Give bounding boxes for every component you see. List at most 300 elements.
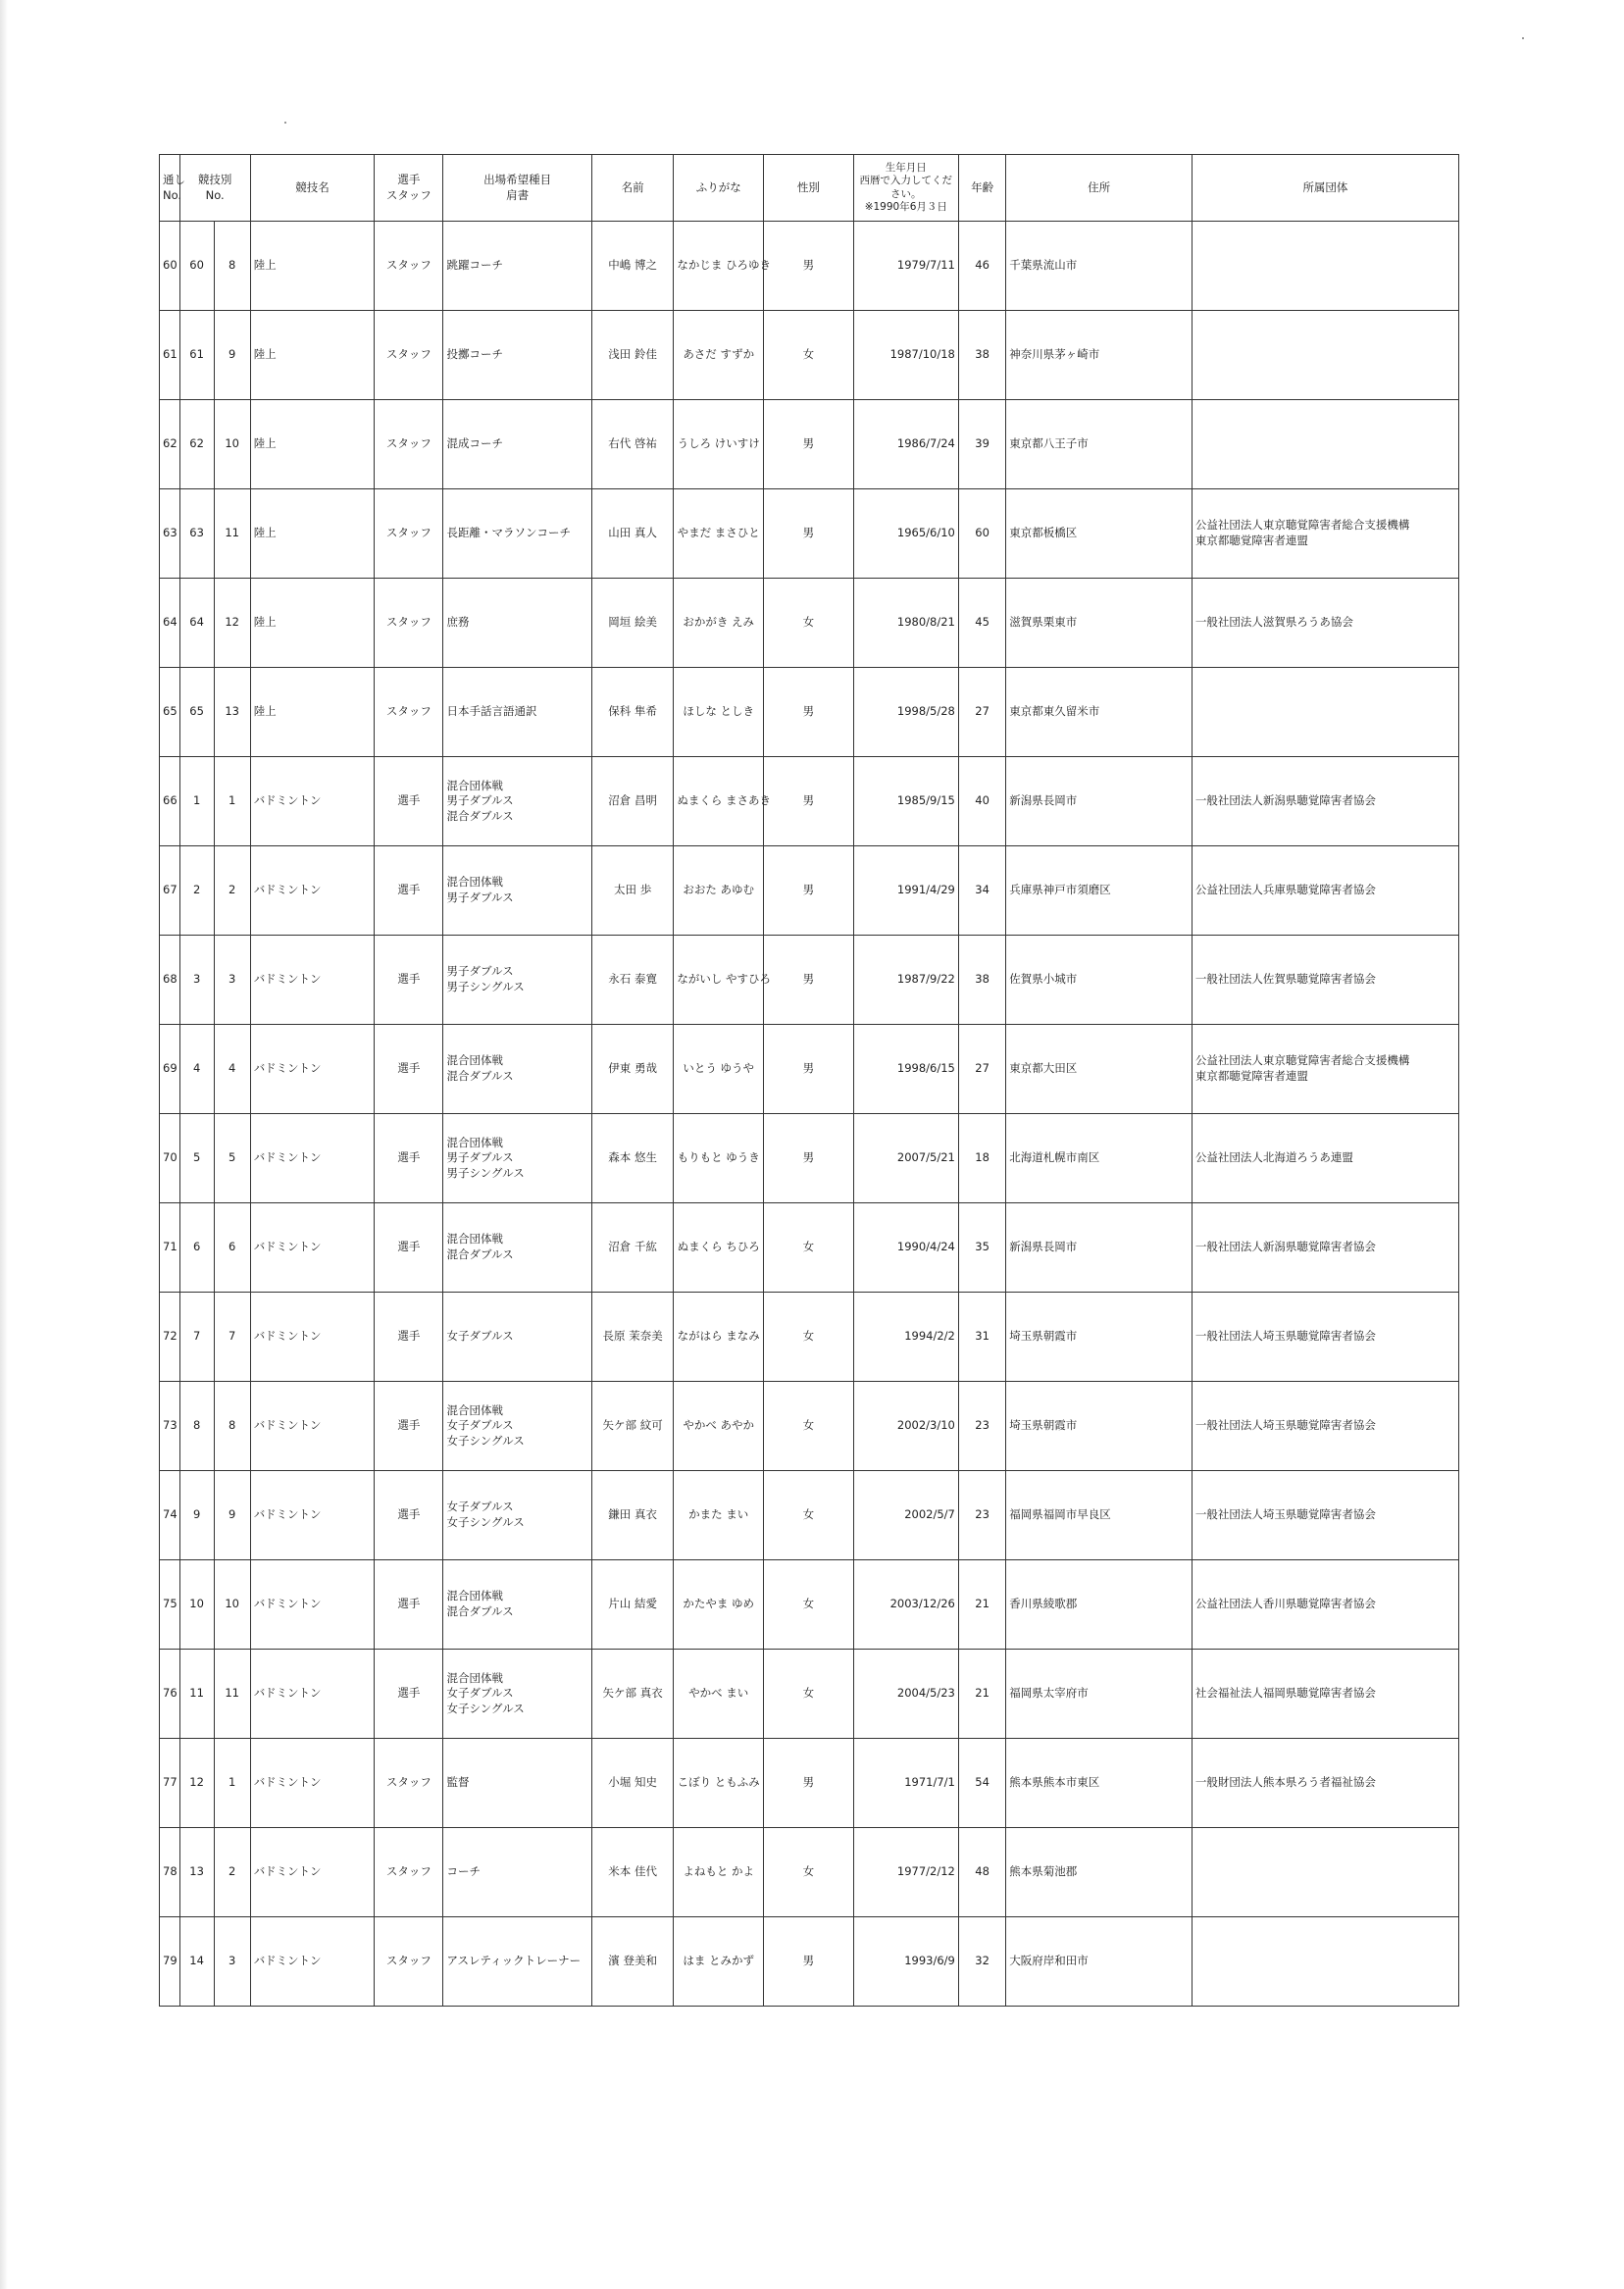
cell-event <box>443 1650 591 1739</box>
cell-event <box>443 668 591 757</box>
cell-name: 伊東 勇哉 <box>591 1025 673 1114</box>
cell-birth: 2007/5/21 <box>853 1114 958 1203</box>
cell-role: 選手 <box>375 1203 443 1293</box>
scan-speck <box>1522 37 1524 39</box>
cell-org <box>1192 1382 1458 1471</box>
cell-no: 71 <box>160 1203 180 1293</box>
cell-event <box>443 311 591 400</box>
cell-sport-sub-no: 11 <box>214 489 250 579</box>
cell-kana: やまだ まさひと <box>674 489 764 579</box>
cell-sport-no: 12 <box>179 1739 214 1828</box>
cell-kana: やかべ まい <box>674 1650 764 1739</box>
cell-age: 35 <box>958 1203 1005 1293</box>
cell-sport-sub-no: 10 <box>214 400 250 489</box>
cell-org-line: 一般社団法人滋賀県ろうあ協会 <box>1194 615 1353 630</box>
cell-sport: バドミントン <box>250 1828 375 1917</box>
cell-role: 選手 <box>375 1471 443 1560</box>
cell-event-line: 混合団体戦 <box>446 1232 503 1246</box>
cell-address: 千葉県流山市 <box>1006 222 1193 311</box>
cell-age: 38 <box>958 311 1005 400</box>
cell-sport: バドミントン <box>250 936 375 1025</box>
cell-no: 66 <box>160 757 180 846</box>
cell-address: 香川県綾歌郡 <box>1006 1560 1193 1650</box>
cell-sport-no: 61 <box>179 311 214 400</box>
cell-event <box>443 1114 591 1203</box>
cell-sex: 女 <box>764 311 854 400</box>
cell-sport: バドミントン <box>250 1650 375 1739</box>
cell-event-line: 女子ダブルス <box>446 1500 514 1514</box>
cell-role: 選手 <box>375 1114 443 1203</box>
cell-birth: 1965/6/10 <box>853 489 958 579</box>
cell-sport-no: 14 <box>179 1917 214 2007</box>
cell-org-line: 一般財団法人熊本県ろう者福祉協会 <box>1194 1775 1376 1790</box>
cell-birth: 1977/2/12 <box>853 1828 958 1917</box>
cell-address: 新潟県長岡市 <box>1006 1203 1193 1293</box>
cell-role: 選手 <box>375 1382 443 1471</box>
cell-event-line: 女子シングルス <box>446 1433 525 1448</box>
cell-event <box>443 757 591 846</box>
cell-event-line: 混合団体戦 <box>446 875 503 890</box>
cell-age: 40 <box>958 757 1005 846</box>
cell-sex: 男 <box>764 489 854 579</box>
cell-address: 東京都板橋区 <box>1006 489 1193 579</box>
cell-name: 鎌田 真衣 <box>591 1471 673 1560</box>
cell-kana: おおた あゆむ <box>674 846 764 936</box>
cell-org-line: 一般社団法人新潟県聴覚障害者協会 <box>1194 1240 1376 1254</box>
cell-role: スタッフ <box>375 311 443 400</box>
cell-role: 選手 <box>375 1650 443 1739</box>
cell-sport: バドミントン <box>250 757 375 846</box>
cell-sport-no: 62 <box>179 400 214 489</box>
cell-birth: 1991/4/29 <box>853 846 958 936</box>
cell-birth: 1987/9/22 <box>853 936 958 1025</box>
cell-age: 23 <box>958 1471 1005 1560</box>
cell-kana: いとう ゆうや <box>674 1025 764 1114</box>
cell-org <box>1192 400 1458 489</box>
cell-no: 69 <box>160 1025 180 1114</box>
cell-event-line: 混合団体戦 <box>446 1135 503 1149</box>
cell-event-line: 日本手話言語通訳 <box>446 704 537 719</box>
cell-event-line: 跳躍コーチ <box>446 258 503 273</box>
cell-kana: うしろ けいすけ <box>674 400 764 489</box>
cell-role: スタッフ <box>375 1739 443 1828</box>
cell-name: 米本 佳代 <box>591 1828 673 1917</box>
cell-address: 大阪府岸和田市 <box>1006 1917 1193 2007</box>
cell-name: 中嶋 博之 <box>591 222 673 311</box>
table-row <box>160 222 1459 311</box>
cell-event-line: 男子ダブルス <box>446 793 514 808</box>
cell-sport: 陸上 <box>250 311 375 400</box>
cell-org <box>1192 1917 1458 2007</box>
cell-sport-sub-no: 13 <box>214 668 250 757</box>
cell-event <box>443 1025 591 1114</box>
cell-event <box>443 1293 591 1382</box>
cell-no: 65 <box>160 668 180 757</box>
header-sex: 性別 <box>764 155 854 222</box>
table-row <box>160 1203 1459 1293</box>
cell-event <box>443 1917 591 2007</box>
cell-name: 森本 悠生 <box>591 1114 673 1203</box>
cell-sport: バドミントン <box>250 1293 375 1382</box>
cell-address: 滋賀県栗東市 <box>1006 579 1193 668</box>
cell-birth: 1998/6/15 <box>853 1025 958 1114</box>
cell-event <box>443 1828 591 1917</box>
cell-event-line: 男子シングルス <box>446 1165 525 1180</box>
cell-event <box>443 1739 591 1828</box>
cell-org-line: 一般社団法人埼玉県聴覚障害者協会 <box>1194 1418 1376 1433</box>
cell-kana: はま とみかず <box>674 1917 764 2007</box>
cell-birth: 1994/2/2 <box>853 1293 958 1382</box>
table-row <box>160 1025 1459 1114</box>
cell-age: 39 <box>958 400 1005 489</box>
cell-age: 18 <box>958 1114 1005 1203</box>
header-org: 所属団体 <box>1192 155 1458 222</box>
cell-sport: バドミントン <box>250 1739 375 1828</box>
table-row <box>160 579 1459 668</box>
cell-sport: 陸上 <box>250 489 375 579</box>
cell-org <box>1192 757 1458 846</box>
header-kana: ふりがな <box>674 155 764 222</box>
cell-kana: かたやま ゆめ <box>674 1560 764 1650</box>
cell-event-line: 女子ダブルス <box>446 1418 514 1433</box>
cell-role: スタッフ <box>375 222 443 311</box>
cell-sport: 陸上 <box>250 668 375 757</box>
cell-event <box>443 1560 591 1650</box>
table-row <box>160 1293 1459 1382</box>
cell-age: 21 <box>958 1650 1005 1739</box>
table-row <box>160 846 1459 936</box>
cell-event <box>443 1471 591 1560</box>
cell-sex: 男 <box>764 222 854 311</box>
cell-address: 熊本県熊本市東区 <box>1006 1739 1193 1828</box>
cell-kana: かまた まい <box>674 1471 764 1560</box>
cell-name: 永石 泰寛 <box>591 936 673 1025</box>
cell-birth: 2002/5/7 <box>853 1471 958 1560</box>
cell-age: 27 <box>958 1025 1005 1114</box>
cell-sport-sub-no: 5 <box>214 1114 250 1203</box>
cell-sport: バドミントン <box>250 1560 375 1650</box>
table-row <box>160 1471 1459 1560</box>
cell-address: 東京都大田区 <box>1006 1025 1193 1114</box>
cell-name: 山田 真人 <box>591 489 673 579</box>
cell-role: スタッフ <box>375 400 443 489</box>
cell-age: 27 <box>958 668 1005 757</box>
cell-kana: ぬまくら ちひろ <box>674 1203 764 1293</box>
table-header <box>160 155 1459 222</box>
cell-sport-sub-no: 10 <box>214 1560 250 1650</box>
header-birth: 生年月日 西暦で入力してくだ さい。 ※1990年6月３日 <box>853 155 958 222</box>
cell-name: 長原 茉奈美 <box>591 1293 673 1382</box>
table-row <box>160 489 1459 579</box>
cell-kana: ながいし やすひろ <box>674 936 764 1025</box>
cell-age: 21 <box>958 1560 1005 1650</box>
cell-kana: もりもと ゆうき <box>674 1114 764 1203</box>
header-event: 出場希望種目 肩書 <box>443 155 591 222</box>
cell-event-line: 男子シングルス <box>446 980 525 993</box>
cell-name: 浅田 鈴佳 <box>591 311 673 400</box>
cell-org <box>1192 936 1458 1025</box>
cell-sport-no: 5 <box>179 1114 214 1203</box>
cell-birth: 1980/8/21 <box>853 579 958 668</box>
cell-kana: ぬまくら まさあき <box>674 757 764 846</box>
cell-birth: 2002/3/10 <box>853 1382 958 1471</box>
cell-event-line: 男子ダブルス <box>446 890 514 904</box>
cell-role: スタッフ <box>375 1828 443 1917</box>
cell-no: 63 <box>160 489 180 579</box>
header-address: 住所 <box>1006 155 1193 222</box>
cell-org <box>1192 222 1458 311</box>
scan-speck <box>284 122 286 124</box>
cell-event-line: 監督 <box>446 1775 470 1790</box>
cell-address: 熊本県菊池郡 <box>1006 1828 1193 1917</box>
cell-sport-sub-no: 9 <box>214 1471 250 1560</box>
cell-org-line: 東京都聴覚障害者連盟 <box>1194 534 1308 547</box>
cell-name: 矢ケ部 真衣 <box>591 1650 673 1739</box>
header-sport: 競技名 <box>250 155 375 222</box>
cell-role: 選手 <box>375 1560 443 1650</box>
cell-event <box>443 846 591 936</box>
cell-name: 右代 啓祐 <box>591 400 673 489</box>
cell-address: 福岡県太宰府市 <box>1006 1650 1193 1739</box>
cell-org <box>1192 1203 1458 1293</box>
cell-sport: バドミントン <box>250 1203 375 1293</box>
cell-age: 31 <box>958 1293 1005 1382</box>
cell-event-line: 混合ダブルス <box>446 1069 514 1083</box>
cell-age: 45 <box>958 579 1005 668</box>
cell-sport-no: 63 <box>179 489 214 579</box>
cell-sport: バドミントン <box>250 846 375 936</box>
cell-address: 埼玉県朝霞市 <box>1006 1382 1193 1471</box>
scan-edge-shadow <box>0 0 8 2289</box>
cell-birth: 1987/10/18 <box>853 311 958 400</box>
cell-sport-no: 64 <box>179 579 214 668</box>
cell-event <box>443 489 591 579</box>
cell-sex: 男 <box>764 936 854 1025</box>
cell-sport-sub-no: 11 <box>214 1650 250 1739</box>
cell-sex: 男 <box>764 757 854 846</box>
cell-event-line: 女子シングルス <box>446 1701 525 1715</box>
cell-kana: やかべ あやか <box>674 1382 764 1471</box>
cell-sport-no: 65 <box>179 668 214 757</box>
cell-sport-no: 7 <box>179 1293 214 1382</box>
cell-org-line: 一般社団法人佐賀県聴覚障害者協会 <box>1194 972 1376 987</box>
cell-event-line: 混合団体戦 <box>446 1402 503 1417</box>
table-row <box>160 1739 1459 1828</box>
cell-event-line: 混合団体戦 <box>446 778 503 792</box>
cell-no: 67 <box>160 846 180 936</box>
cell-event-line: 混成コーチ <box>446 436 503 451</box>
cell-address: 新潟県長岡市 <box>1006 757 1193 846</box>
cell-age: 46 <box>958 222 1005 311</box>
cell-sport-no: 1 <box>179 757 214 846</box>
table-body <box>160 222 1459 2007</box>
cell-sport-sub-no: 2 <box>214 1828 250 1917</box>
cell-name: 濱 登美和 <box>591 1917 673 2007</box>
cell-sport: バドミントン <box>250 1025 375 1114</box>
cell-sex: 女 <box>764 1560 854 1650</box>
cell-org <box>1192 846 1458 936</box>
header-role: 選手 スタッフ <box>375 155 443 222</box>
cell-sex: 女 <box>764 579 854 668</box>
cell-sport-no: 3 <box>179 936 214 1025</box>
cell-sport-sub-no: 3 <box>214 1917 250 2007</box>
cell-no: 70 <box>160 1114 180 1203</box>
cell-role: 選手 <box>375 1293 443 1382</box>
cell-event-line: 長距離・マラソンコーチ <box>446 526 571 540</box>
cell-event <box>443 1382 591 1471</box>
cell-org-line: 公益社団法人東京聴覚障害者総合支援機構 <box>1194 518 1410 533</box>
cell-sport-sub-no: 12 <box>214 579 250 668</box>
cell-sport-sub-no: 2 <box>214 846 250 936</box>
cell-name: 太田 歩 <box>591 846 673 936</box>
cell-sport: 陸上 <box>250 400 375 489</box>
cell-org-line: 一般社団法人埼玉県聴覚障害者協会 <box>1194 1329 1376 1344</box>
cell-address: 埼玉県朝霞市 <box>1006 1293 1193 1382</box>
cell-name: 小堀 知史 <box>591 1739 673 1828</box>
cell-sport: 陸上 <box>250 222 375 311</box>
cell-sex: 男 <box>764 1114 854 1203</box>
cell-sex: 男 <box>764 400 854 489</box>
cell-org <box>1192 1650 1458 1739</box>
cell-event <box>443 222 591 311</box>
cell-no: 76 <box>160 1650 180 1739</box>
cell-birth: 1986/7/24 <box>853 400 958 489</box>
cell-org-line: 東京都聴覚障害者連盟 <box>1194 1069 1308 1083</box>
cell-role: 選手 <box>375 936 443 1025</box>
cell-sex: 男 <box>764 1739 854 1828</box>
cell-sex: 女 <box>764 1382 854 1471</box>
cell-sport: 陸上 <box>250 579 375 668</box>
cell-no: 68 <box>160 936 180 1025</box>
cell-sex: 男 <box>764 668 854 757</box>
cell-role: 選手 <box>375 757 443 846</box>
cell-name: 岡垣 絵美 <box>591 579 673 668</box>
header-sport-no: 競技別 No. <box>179 155 250 222</box>
header-name: 名前 <box>591 155 673 222</box>
cell-no: 79 <box>160 1917 180 2007</box>
cell-age: 48 <box>958 1828 1005 1917</box>
cell-sport-sub-no: 9 <box>214 311 250 400</box>
cell-name: 保科 隼希 <box>591 668 673 757</box>
table-row <box>160 1114 1459 1203</box>
cell-event-line: 混合団体戦 <box>446 1053 503 1068</box>
cell-org-line: 公益社団法人東京聴覚障害者総合支援機構 <box>1194 1053 1410 1068</box>
table-row <box>160 936 1459 1025</box>
cell-org <box>1192 1739 1458 1828</box>
cell-no: 62 <box>160 400 180 489</box>
cell-sport-sub-no: 1 <box>214 1739 250 1828</box>
cell-sport: バドミントン <box>250 1917 375 2007</box>
cell-role: スタッフ <box>375 1917 443 2007</box>
cell-sport-no: 4 <box>179 1025 214 1114</box>
table-row <box>160 311 1459 400</box>
cell-sex: 男 <box>764 846 854 936</box>
cell-event-line: コーチ <box>446 1864 481 1879</box>
cell-sex: 男 <box>764 1917 854 2007</box>
cell-birth: 1979/7/11 <box>853 222 958 311</box>
cell-org <box>1192 1293 1458 1382</box>
cell-sport-sub-no: 7 <box>214 1293 250 1382</box>
cell-sex: 女 <box>764 1203 854 1293</box>
cell-sport-sub-no: 4 <box>214 1025 250 1114</box>
cell-sport-sub-no: 3 <box>214 936 250 1025</box>
cell-address: 佐賀県小城市 <box>1006 936 1193 1025</box>
cell-event-line: 庶務 <box>446 615 470 630</box>
cell-sport-no: 10 <box>179 1560 214 1650</box>
cell-kana: おかがき えみ <box>674 579 764 668</box>
cell-no: 77 <box>160 1739 180 1828</box>
cell-event <box>443 400 591 489</box>
cell-sport-no: 6 <box>179 1203 214 1293</box>
cell-kana: なかじま ひろゆき <box>674 222 764 311</box>
cell-event <box>443 579 591 668</box>
cell-no: 74 <box>160 1471 180 1560</box>
cell-no: 78 <box>160 1828 180 1917</box>
cell-event-line: 混合団体戦 <box>446 1670 503 1685</box>
cell-org-line: 社会福祉法人福岡県聴覚障害者協会 <box>1194 1686 1376 1701</box>
cell-age: 54 <box>958 1739 1005 1828</box>
cell-no: 72 <box>160 1293 180 1382</box>
cell-name: 沼倉 昌明 <box>591 757 673 846</box>
cell-event-line: 女子ダブルス <box>446 1329 514 1344</box>
cell-kana: こぼり ともふみ <box>674 1739 764 1828</box>
cell-org <box>1192 579 1458 668</box>
table-row <box>160 1560 1459 1650</box>
cell-birth: 2003/12/26 <box>853 1560 958 1650</box>
cell-event-line: 男子ダブルス <box>446 964 514 979</box>
cell-event-line: 男子ダブルス <box>446 1150 514 1165</box>
cell-kana: あさだ すずか <box>674 311 764 400</box>
cell-org-line: 一般社団法人埼玉県聴覚障害者協会 <box>1194 1507 1376 1522</box>
cell-birth: 1993/6/9 <box>853 1917 958 2007</box>
cell-kana: よねもと かよ <box>674 1828 764 1917</box>
cell-sport-sub-no: 8 <box>214 1382 250 1471</box>
cell-role: 選手 <box>375 846 443 936</box>
table-row <box>160 1828 1459 1917</box>
cell-org <box>1192 668 1458 757</box>
cell-role: スタッフ <box>375 579 443 668</box>
cell-birth: 2004/5/23 <box>853 1650 958 1739</box>
cell-no: 61 <box>160 311 180 400</box>
table-row <box>160 400 1459 489</box>
cell-org <box>1192 489 1458 579</box>
cell-event-line: 混合ダブルス <box>446 1247 514 1261</box>
cell-kana: ながはら まなみ <box>674 1293 764 1382</box>
cell-event-line: 混合ダブルス <box>446 1604 514 1618</box>
cell-birth: 1985/9/15 <box>853 757 958 846</box>
cell-org-line: 公益社団法人香川県聴覚障害者協会 <box>1194 1597 1376 1611</box>
cell-org <box>1192 1471 1458 1560</box>
cell-sport-no: 60 <box>179 222 214 311</box>
table-row <box>160 1650 1459 1739</box>
table-row <box>160 1382 1459 1471</box>
cell-sport-sub-no: 8 <box>214 222 250 311</box>
cell-sex: 女 <box>764 1471 854 1560</box>
cell-event-line: 女子シングルス <box>446 1515 525 1529</box>
cell-name: 沼倉 千紘 <box>591 1203 673 1293</box>
cell-role: スタッフ <box>375 489 443 579</box>
header-no: 通し No. <box>160 155 180 222</box>
cell-address: 東京都八王子市 <box>1006 400 1193 489</box>
cell-sport: バドミントン <box>250 1382 375 1471</box>
cell-address: 兵庫県神戸市須磨区 <box>1006 846 1193 936</box>
cell-sport-no: 8 <box>179 1382 214 1471</box>
cell-no: 75 <box>160 1560 180 1650</box>
cell-event <box>443 1203 591 1293</box>
header-age: 年齢 <box>958 155 1005 222</box>
cell-org <box>1192 1025 1458 1114</box>
cell-role: スタッフ <box>375 668 443 757</box>
